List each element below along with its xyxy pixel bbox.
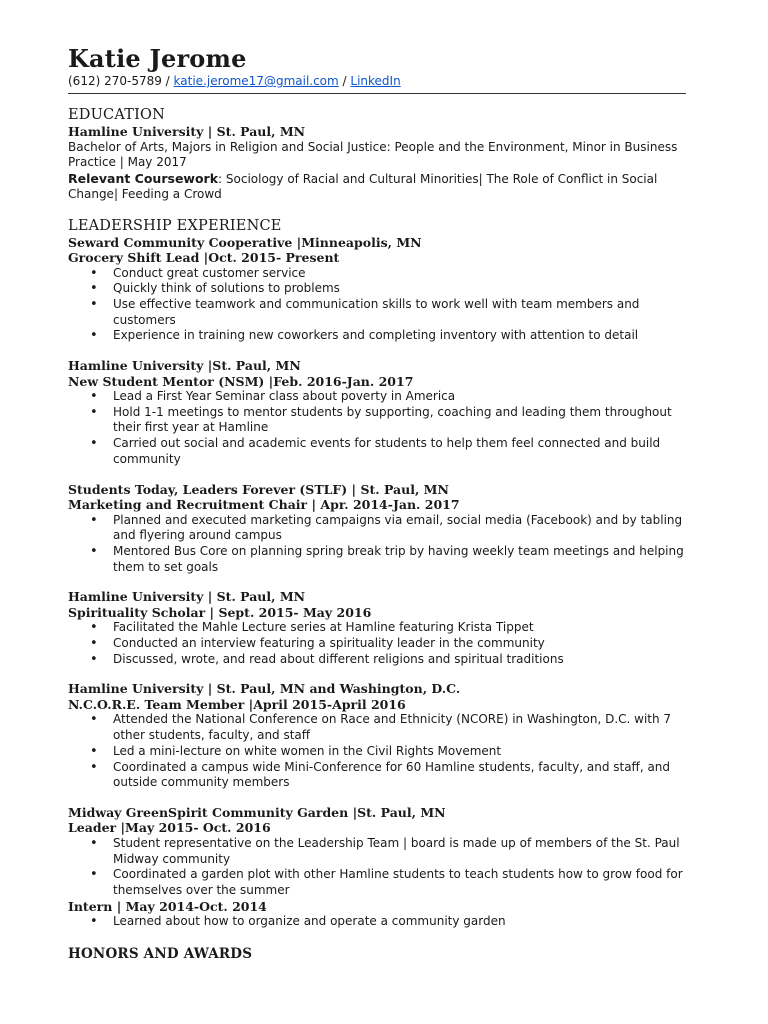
- entry-org: Seward Community Cooperative |Minneapolis, MN: [68, 234, 422, 250]
- entry-bullets: [68, 266, 693, 345]
- contact-separator: /: [338, 74, 351, 88]
- entry-role: Leader |May 2015- Oct. 2016: [68, 820, 271, 836]
- linkedin-link[interactable]: LinkedIn: [350, 74, 401, 88]
- entry-role: Intern | May 2014-Oct. 2014: [68, 898, 267, 914]
- entry-org: Midway GreenSpirit Community Garden |St. Paul, MN: [68, 804, 446, 820]
- entry-bullets: [68, 620, 693, 667]
- education-heading: EDUCATION: [68, 107, 165, 123]
- bullet-item: • Student representative on the Leadership Team | board is made up of members of the St. Paul Midway community: [68, 836, 693, 867]
- bullet-item: • Hold 1-1 meetings to mentor students by supporting, coaching and leading them throughout their first year at Hamline: [68, 405, 693, 436]
- entry-org: Students Today, Leaders Forever (STLF) | St. Paul, MN: [68, 481, 449, 497]
- bullet-item: • Carried out social and academic events for students to help them feel connected and build community: [68, 436, 693, 467]
- bullet-item: • Coordinated a campus wide Mini-Conference for 60 Hamline students, faculty, and staff, and outside community members: [68, 760, 693, 791]
- bullet-item: • Attended the National Conference on Race and Ethnicity (NCORE) in Washington, D.C. with 7 other students, faculty, and staff: [68, 712, 693, 743]
- education-school: Hamline University | St. Paul, MN: [68, 124, 306, 139]
- phone-number: (612) 270-5789 /: [68, 74, 170, 88]
- honors-heading: HONORS AND AWARDS: [68, 945, 253, 962]
- entry-org: Hamline University |St. Paul, MN: [68, 358, 301, 374]
- bullet-item: • Conduct great customer service: [68, 266, 693, 282]
- contact-line: [68, 74, 688, 89]
- resume-body: [68, 107, 693, 963]
- entry-role: Spirituality Scholar | Sept. 2015- May 2016: [68, 604, 372, 620]
- entry-bullets: [68, 836, 693, 899]
- bullet-item: • Mentored Bus Core on planning spring break trip by having weekly team meetings and helping them to set goals: [68, 544, 693, 575]
- candidate-name: Katie Jerome: [68, 44, 247, 73]
- bullet-item: • Experience in training new coworkers and completing inventory with attention to detail: [68, 328, 693, 344]
- resume-page: [68, 44, 688, 962]
- education-degree: Bachelor of Arts, Majors in Religion and Social Justice: People and the Environment, Minor in Business Practice | May 2017: [68, 139, 678, 169]
- bullet-item: • Discussed, wrote, and read about different religions and spiritual traditions: [68, 652, 693, 668]
- entry-role: New Student Mentor (NSM) |Feb. 2016-Jan. 2017: [68, 373, 414, 389]
- bullet-item: • Coordinated a garden plot with other Hamline students to teach students how to grow food for themselves over the summer: [68, 867, 693, 898]
- header-divider: [68, 93, 686, 94]
- bullet-item: • Quickly think of solutions to problems: [68, 281, 693, 297]
- entry-org: Hamline University | St. Paul, MN and Washington, D.C.: [68, 681, 461, 697]
- email-link[interactable]: katie.jerome17@gmail.com: [173, 74, 339, 88]
- bullet-item: • Led a mini-lecture on white women in the Civil Rights Movement: [68, 744, 693, 760]
- entry-bullets: [68, 712, 693, 791]
- coursework-text: : Sociology of Racial and Cultural Minorities| The Role of Conflict in Social Change| Feeding a Crowd: [68, 171, 658, 201]
- entry-role: Grocery Shift Lead |Oct. 2015- Present: [68, 250, 340, 265]
- bullet-item: • Conducted an interview featuring a spirituality leader in the community: [68, 636, 693, 652]
- entry-bullets: [68, 389, 693, 468]
- bullet-item: • Learned about how to organize and operate a community garden: [68, 914, 693, 930]
- bullet-item: • Use effective teamwork and communication skills to work well with team members and customers: [68, 297, 693, 328]
- entry-bullets: [68, 914, 693, 930]
- entry-role: Marketing and Recruitment Chair | Apr. 2014-Jan. 2017: [68, 497, 460, 513]
- education-coursework: [68, 171, 693, 203]
- bullet-item: • Planned and executed marketing campaigns via email, social media (Facebook) and by tabling and flyering around campus: [68, 513, 693, 544]
- entry-role: N.C.O.R.E. Team Member |April 2015-April 2016: [68, 696, 406, 712]
- coursework-label: Relevant Coursework: [68, 170, 219, 186]
- leadership-heading: LEADERSHIP EXPERIENCE: [68, 217, 282, 234]
- bullet-item: • Lead a First Year Seminar class about poverty in America: [68, 389, 693, 405]
- entry-bullets: [68, 513, 693, 576]
- entry-org: Hamline University | St. Paul, MN: [68, 589, 306, 605]
- bullet-item: • Facilitated the Mahle Lecture series at Hamline featuring Krista Tippet: [68, 620, 693, 636]
